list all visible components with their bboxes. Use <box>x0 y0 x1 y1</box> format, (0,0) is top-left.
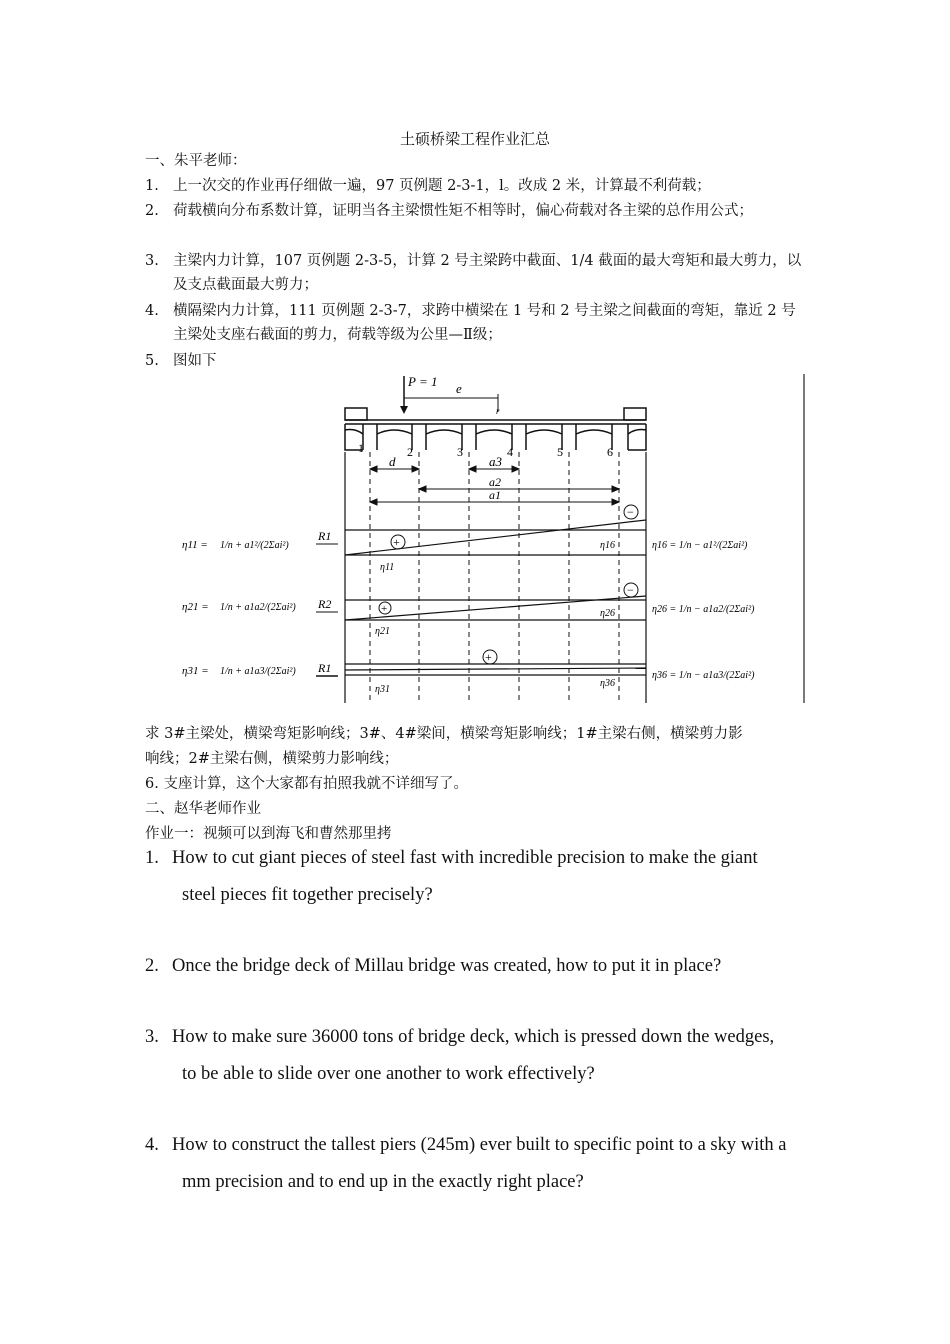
question-line: mm precision and to end up in the exactly right place? <box>182 1172 584 1192</box>
influence-line-row-1 <box>182 505 748 573</box>
item-text: 荷载横向分布系数计算，证明当各主梁惯性矩不相等时，偏心荷载对各主梁的总作用公式； <box>173 203 753 219</box>
beam-number: 5 <box>557 445 563 459</box>
load-label: P = 1 <box>408 374 438 389</box>
item-6: 6. 支座计算，这个大家都有拍照我就不详细写了。 <box>145 776 468 792</box>
eta-label: η11 <box>380 562 395 573</box>
formula-rhs: 1/n + a1a3/(2Σai²) <box>220 666 296 677</box>
question-1 <box>172 840 806 914</box>
document-title: 土硕桥梁工程作业汇总 <box>399 130 550 148</box>
formula-rhs: 1/n + a1²/(2Σai²) <box>220 540 289 551</box>
question-line: to be able to slide over one another to work effectively? <box>182 1064 595 1084</box>
section-heading-2: 二、赵华老师作业 <box>145 801 261 817</box>
formula-right: η26 = 1/n − a1a2/(2Σai²) <box>652 604 755 615</box>
eta-label: η16 <box>600 540 615 551</box>
formula-right: η16 = 1/n − a1²/(2Σai²) <box>652 540 748 551</box>
eta-label: η26 <box>600 608 615 619</box>
r-label: r <box>496 406 500 416</box>
dim-label: a2 <box>489 475 501 489</box>
formula-rhs: 1/n + a1a2/(2Σai²) <box>220 602 296 613</box>
section-heading-1: 一、朱平老师： <box>145 153 247 169</box>
question-line: How to cut giant pieces of steel fast with incredible precision to make the giant <box>172 848 758 868</box>
beam-number: 1 <box>358 441 364 455</box>
reaction-label: R2 <box>318 597 332 611</box>
question-line: How to make sure 36000 tons of bridge deck, which is pressed down the wedges, <box>172 1027 775 1047</box>
item-text: 横隔梁内力计算，111 页例题 2-3-7，求跨中横梁在 1 号和 2 号主梁之间截面的弯矩，靠近 2 号主梁处支座右截面的剪力，荷载等级为公里—Ⅱ级； <box>173 303 796 343</box>
beam-number: 6 <box>607 445 613 459</box>
question-3 <box>172 1019 806 1093</box>
eccentricity-label: e <box>456 381 462 396</box>
svg-text:−: − <box>627 583 634 597</box>
reaction-label: R1 <box>318 529 332 543</box>
beam-number: 2 <box>407 445 413 459</box>
svg-text:+: + <box>381 603 388 615</box>
item-number: 2. <box>145 203 159 219</box>
dim-label: a1 <box>489 488 501 502</box>
eta-label: η31 <box>375 684 390 695</box>
item-text: 上一次交的作业再仔细做一遍，97 页例题 2-3-1，l。改成 2 米，计算最不利荷载； <box>173 178 711 194</box>
eta-label: η36 <box>600 678 615 689</box>
figure-task-line-2: 响线；2#主梁右侧，横梁剪力影响线； <box>145 751 399 767</box>
homework-1-heading: 作业一：视频可以到海飞和曹然那里拷 <box>145 826 392 842</box>
beam-number: 3 <box>457 445 463 459</box>
svg-text:+: + <box>393 535 400 549</box>
formula-lhs: η31 = <box>182 665 209 677</box>
question-number: 1. <box>145 848 159 868</box>
eta-label: η21 <box>375 626 390 637</box>
item-number: 1. <box>145 178 159 194</box>
svg-text:+: + <box>485 650 492 664</box>
question-2 <box>172 948 806 985</box>
formula-right: η36 = 1/n − a1a3/(2Σai²) <box>652 670 755 681</box>
question-number: 3. <box>145 1027 159 1047</box>
svg-text:−: − <box>627 505 634 519</box>
question-number: 4. <box>145 1135 159 1155</box>
question-line: How to construct the tallest piers (245m) ever built to specific point to a sky with a <box>172 1135 787 1155</box>
question-line: steel pieces fit together precisely? <box>182 885 433 905</box>
dim-label: d <box>389 454 396 469</box>
item-number: 3. <box>145 253 159 269</box>
question-number: 2. <box>145 956 159 976</box>
item-number: 4. <box>145 303 159 319</box>
figure-task-line-1: 求 3#主梁处，横梁弯矩影响线；3#、4#梁间，横梁弯矩影响线；1#主梁右侧，横梁剪力影 <box>145 726 743 742</box>
question-line: Once the bridge deck of Millau bridge was created, how to put it in place? <box>172 956 722 976</box>
beam-number: 4 <box>507 445 513 459</box>
influence-line-figure <box>180 372 806 703</box>
item-text: 主梁内力计算，107 页例题 2-3-5，计算 2 号主梁跨中截面、1/4 截面的最大弯矩和最大剪力，以及支点截面最大剪力； <box>173 253 802 293</box>
reaction-label: R1 <box>318 661 332 675</box>
question-4 <box>172 1127 806 1201</box>
formula-lhs: η11 = <box>182 539 208 551</box>
item-number: 5. <box>145 353 159 369</box>
dim-label: a3 <box>489 454 502 469</box>
item-text: 图如下 <box>173 353 217 369</box>
formula-lhs: η21 = <box>182 601 209 613</box>
